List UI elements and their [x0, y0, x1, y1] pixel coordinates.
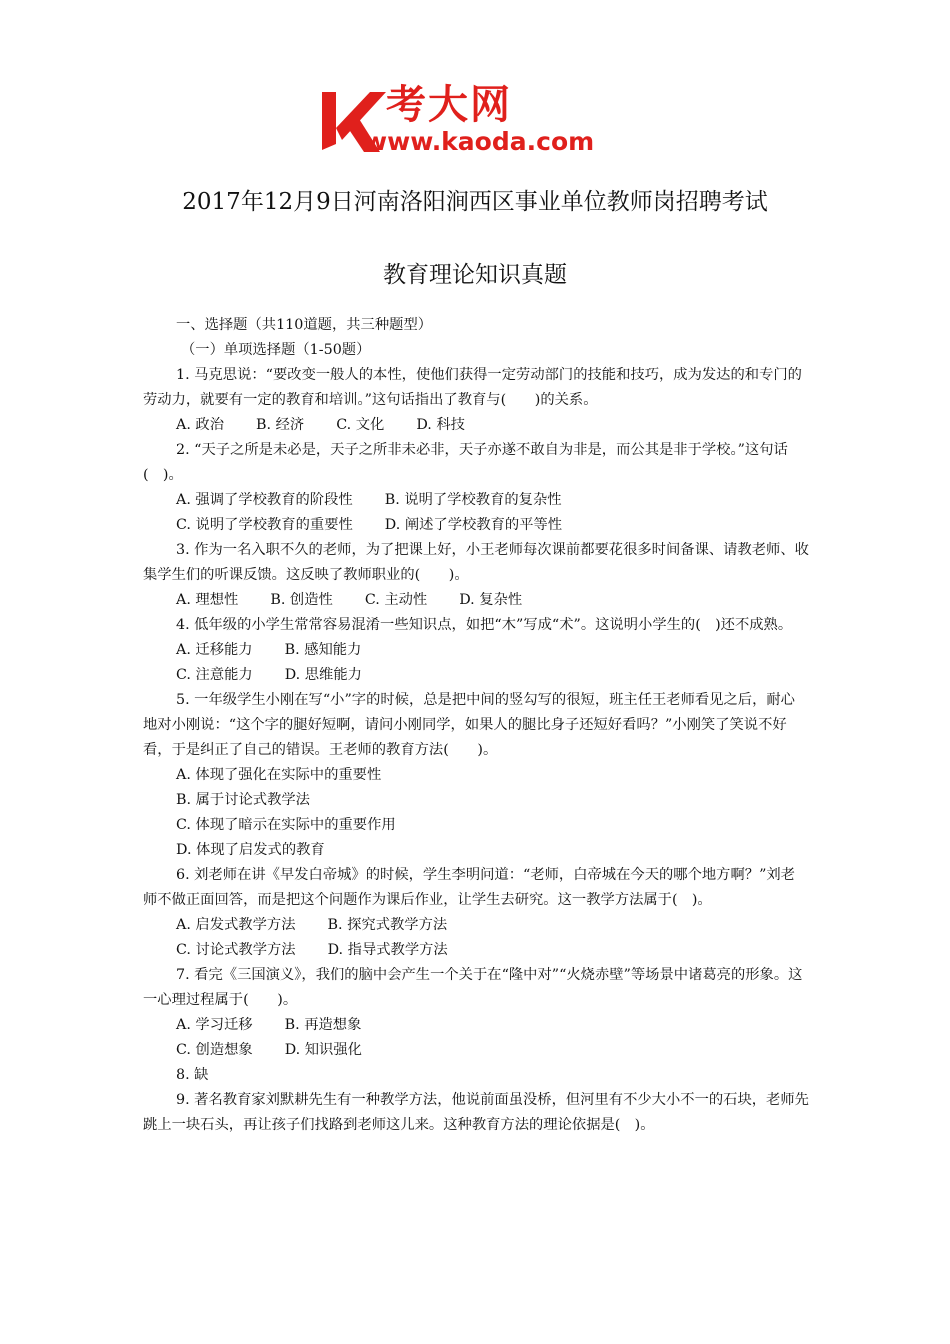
option: D. 知识强化	[284, 1042, 362, 1058]
option: D. 思维能力	[284, 667, 362, 683]
options-row	[143, 913, 809, 938]
options-row	[143, 938, 809, 963]
options-row	[143, 488, 809, 513]
option: C. 注意能力	[176, 667, 253, 683]
logo-url-text: www.kaoda.com	[364, 127, 595, 156]
option: A. 迁移能力	[176, 642, 253, 658]
option: A. 强调了学校教育的阶段性	[176, 492, 353, 508]
option: B. 经济	[256, 417, 305, 433]
option: A. 政治	[176, 417, 225, 433]
option: A. 体现了强化在实际中的重要性	[176, 767, 382, 783]
option: B. 探究式教学方法	[327, 917, 448, 933]
option: C. 说明了学校教育的重要性	[176, 517, 353, 533]
question-stem: 2. “天子之所是未必是，天子之所非未必非，天子亦遂不敢自为非是，而公其是非于学校。”这句话( )。	[143, 442, 788, 483]
question-stem: 3. 作为一名入职不久的老师，为了把课上好，小王老师每次课前都要花很多时间备课、请教老师、收集学生们的听课反馈。这反映了教师职业的( )。	[143, 542, 809, 583]
question-stem: 9. 著名教育家刘默耕先生有一种教学方法，他说前面虽没桥，但河里有不少大小不一的石块，老师先跳上一块石头，再让孩子们找路到老师这儿来。这种教育方法的理论依据是( )。	[143, 1092, 809, 1133]
option: B. 说明了学校教育的复杂性	[384, 492, 562, 508]
options-row	[143, 588, 809, 613]
option: C. 主动性	[364, 592, 428, 608]
option: B. 感知能力	[284, 642, 362, 658]
section-heading: 一、选择题（共110道题，共三种题型）	[176, 317, 433, 333]
options-row	[143, 663, 809, 688]
option: D. 科技	[416, 417, 465, 433]
question-stem: 1. 马克思说：“要改变一般人的本性，使他们获得一定劳动部门的技能和技巧，成为发达的和专门的劳动力，就要有一定的教育和培训。”这句话指出了教育与( )的关系。	[143, 367, 802, 408]
document-subtitle: 教育理论知识真题	[383, 262, 567, 288]
document-body	[143, 313, 809, 1138]
question-stem: 5. 一年级学生小刚在写“小”字的时候，总是把中间的竖勾写的很短，班主任王老师看见之后，耐心地对小刚说：“这个字的腿好短啊，请问小刚同学，如果人的腿比身子还短好看吗？”小刚笑了笑说不好看，于是纠正了自己的错误。王老师的教育方法( )。	[143, 692, 795, 758]
option: A. 启发式教学方法	[176, 917, 296, 933]
logo-brand-text: 考大网	[386, 82, 512, 128]
option: A. 理想性	[176, 592, 239, 608]
option: D. 体现了启发式的教育	[176, 842, 325, 858]
option: D. 阐述了学校教育的平等性	[384, 517, 563, 533]
options-row	[143, 513, 809, 538]
question-stem: 7. 看完《三国演义》，我们的脑中会产生一个关于在“隆中对”“火烧赤壁”等场景中诸葛亮的形象。这一心理过程属于( )。	[143, 967, 803, 1008]
kaoda-logo	[318, 82, 638, 162]
option: A. 学习迁移	[176, 1017, 253, 1033]
question-stem: 4. 低年级的小学生常常容易混淆一些知识点，如把“木”写成“术”。这说明小学生的( )还不成熟。	[176, 617, 793, 633]
option: C. 创造想象	[176, 1042, 253, 1058]
option: D. 指导式教学方法	[327, 942, 448, 958]
option: B. 属于讨论式教学法	[176, 792, 310, 808]
options-row	[143, 638, 809, 663]
options-row	[143, 1013, 809, 1038]
options-row	[143, 1038, 809, 1063]
option: B. 再造想象	[284, 1017, 362, 1033]
option: D. 复杂性	[459, 592, 523, 608]
options-row	[143, 413, 809, 438]
option: C. 文化	[336, 417, 385, 433]
option: B. 创造性	[270, 592, 333, 608]
option: C. 体现了暗示在实际中的重要作用	[176, 817, 396, 833]
question-stem: 8. 缺	[176, 1067, 209, 1083]
option: C. 讨论式教学方法	[176, 942, 296, 958]
subsection-heading: （一）单项选择题（1-50题）	[181, 342, 371, 358]
document-title: 2017年12月9日河南洛阳涧西区事业单位教师岗招聘考试	[182, 189, 768, 215]
question-stem: 6. 刘老师在讲《早发白帝城》的时候，学生李明问道：“老师，白帝城在今天的哪个地方啊？”刘老师不做正面回答，而是把这个问题作为课后作业，让学生去研究。这一教学方法属于( )。	[143, 867, 795, 908]
